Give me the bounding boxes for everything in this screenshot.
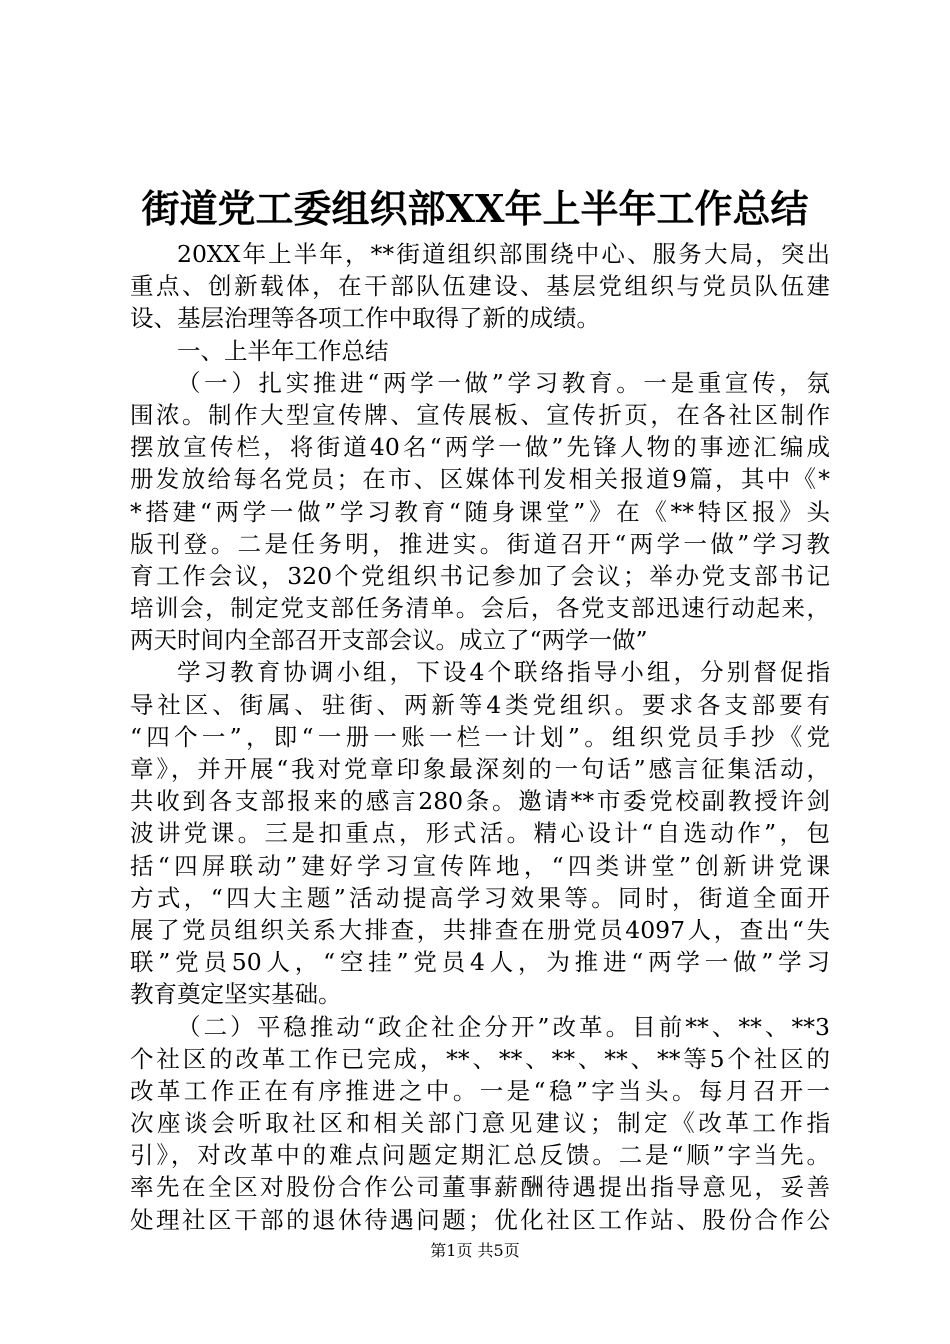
document-body (130, 238, 830, 1236)
text-line: 学习教育协调小组，下设4个联络指导小组，分别督促指 (177, 658, 830, 687)
text-line: “四个一”，即“一册一账一栏一计划”。组织党员手抄《党 (130, 722, 830, 751)
text-line: 方式，“四大主题”活动提高学习效果等。同时，街道全面开 (130, 883, 830, 912)
text-line: 20XX年上半年，**街道组织部围绕中心、服务大局，突出 (177, 240, 830, 268)
text-line: 一、上半年工作总结 (177, 336, 389, 365)
text-line: 两天时间内全部召开支部会议。成立了“两学一做” (130, 626, 648, 655)
text-line: 联”党员50人，“空挂”党员4人，为推进“两学一做”学习 (130, 948, 830, 977)
text-line: 培训会，制定党支部任务清单。会后，各党支部迅速行动起来， (130, 594, 830, 623)
text-line: 展了党员组织关系大排查，共排查在册党员4097人，查出“失 (130, 915, 830, 944)
text-line: 引》，对改革中的难点问题定期汇总反馈。二是“顺”字当先。 (130, 1141, 830, 1170)
text-line: 摆放宣传栏，将街道40名“两学一做”先锋人物的事迹汇编成 (130, 433, 830, 462)
text-line: 改革工作正在有序推进之中。一是“稳”字当头。每月召开一 (130, 1076, 830, 1105)
text-line: 章》，并开展“我对党章印象最深刻的一句话”感言征集活动， (130, 755, 830, 783)
text-line: 育工作会议，320个党组织书记参加了会议；举办党支部书记 (130, 561, 830, 590)
text-line: 率先在全区对股份合作公司董事薪酬待遇提出指导意见，妥善 (130, 1173, 830, 1202)
text-line: *搭建“两学一做”学习教育“随身课堂”》在《**特区报》头 (130, 497, 830, 526)
text-line: 括“四屏联动”建好学习宣传阵地，“四类讲堂”创新讲党课 (130, 851, 830, 880)
text-line: 册发放给每名党员；在市、区媒体刊发相关报道9篇，其中《* (130, 465, 830, 494)
page-footer: 第1页 共5页 (430, 1241, 520, 1260)
document-title: 街道党工委组织部XX年上半年工作总结 (141, 186, 809, 231)
text-line: 处理社区干部的退休待遇问题；优化社区工作站、股份合作公 (130, 1205, 830, 1234)
text-line: 教育奠定坚实基础。 (130, 980, 342, 1009)
text-line: 版刊登。二是任务明，推进实。街道召开“两学一做”学习教 (130, 529, 830, 558)
text-line: 次座谈会听取社区和相关部门意见建议；制定《改革工作指 (130, 1109, 830, 1138)
text-line: 共收到各支部报来的感言280条。邀请**市委党校副教授许剑 (130, 787, 830, 816)
text-line: 设、基层治理等各项工作中取得了新的成绩。 (130, 304, 600, 333)
text-line: 波讲党课。三是扣重点，形式活。精心设计“自选动作”，包 (130, 819, 830, 848)
text-line: （二）平稳推动“政企社企分开”改革。目前**、**、**3 (177, 1012, 830, 1041)
text-line: 导社区、街属、驻街、两新等4类党组织。要求各支部要有 (130, 690, 830, 719)
text-line: 个社区的改革工作已完成，**、**、**、**、**等5个社区的 (130, 1044, 830, 1073)
text-line: 围浓。制作大型宣传牌、宣传展板、宣传折页，在各社区制作 (130, 400, 830, 429)
text-line: 重点、创新载体，在干部队伍建设、基层党组织与党员队伍建 (130, 272, 830, 301)
text-line: （一）扎实推进“两学一做”学习教育。一是重宣传，氛 (177, 368, 830, 397)
